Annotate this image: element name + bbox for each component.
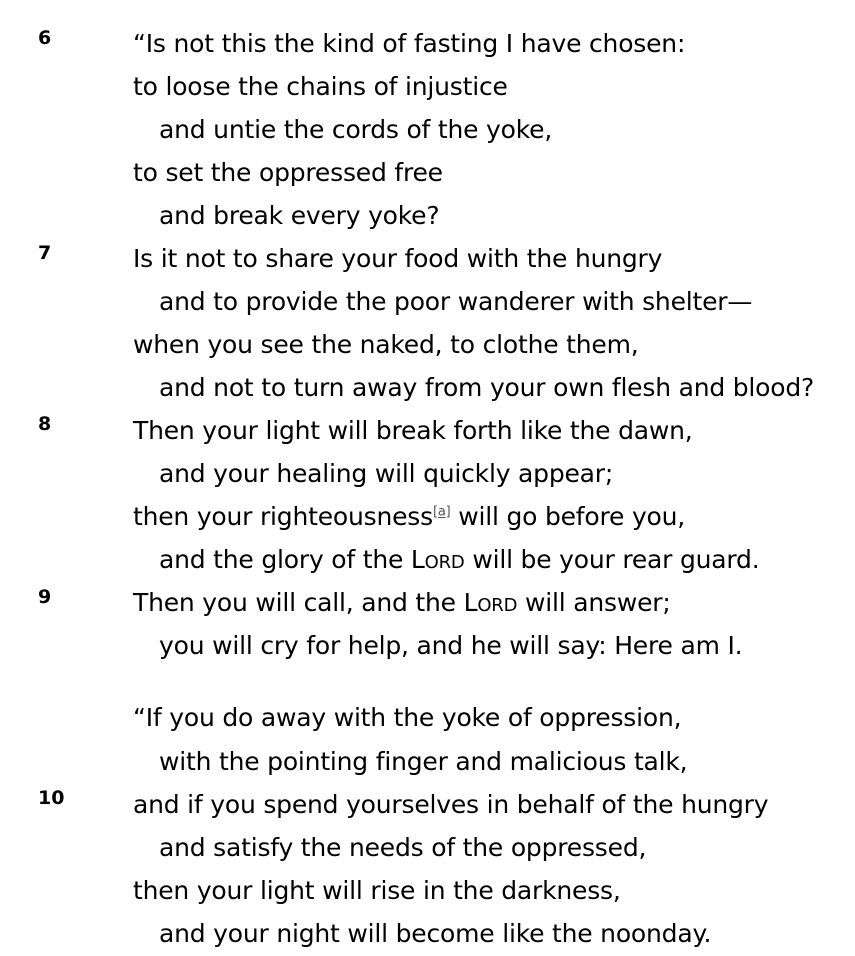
verse-text: Then you will call, and the (133, 588, 464, 617)
verse-line-indented: and your healing will quickly appear; (159, 459, 614, 488)
verse-line: and if you spend yourselves in behalf of the hungry (133, 790, 769, 819)
verse-line-with-footnote (133, 502, 685, 532)
verse-text: will answer; (517, 588, 671, 617)
divine-name: Lord (410, 545, 465, 574)
verse-line-indented: you will cry for help, and he will say: Here am I. (159, 631, 743, 660)
verse-text: then your righteousness (133, 502, 433, 531)
verse-line: then your light will rise in the darkness, (133, 876, 621, 905)
verse-line: to loose the chains of injustice (133, 72, 508, 101)
verse-line-indented: and not to turn away from your own flesh and blood? (159, 373, 815, 402)
verse-line: Is it not to share your food with the hungry (133, 244, 663, 273)
verse-line: “If you do away with the yoke of oppression, (133, 703, 682, 732)
verse-line: Then your light will break forth like the dawn, (133, 416, 693, 445)
verse-number-9: 9 (38, 586, 52, 608)
verse-line-indented: and break every yoke? (159, 201, 440, 230)
verse-line: when you see the naked, to clothe them, (133, 330, 639, 359)
verse-line: “Is not this the kind of fasting I have chosen: (133, 29, 686, 58)
verse-line-indented (159, 545, 759, 575)
verse-text: and the glory of the (159, 545, 411, 574)
verse-line-indented: and to provide the poor wanderer with shelter— (159, 287, 753, 316)
verse-line-indented: and your night will become like the noonday. (159, 919, 712, 948)
footnote-link[interactable]: [a] (432, 504, 451, 520)
divine-name: Lord (463, 588, 518, 617)
verse-line (133, 588, 671, 618)
verse-line-indented: and untie the cords of the yoke, (159, 115, 553, 144)
verse-line-indented: with the pointing finger and malicious talk, (159, 747, 688, 776)
verse-number-8: 8 (38, 413, 52, 435)
verse-number-10: 10 (38, 787, 65, 809)
verse-text: will be your rear guard. (464, 545, 760, 574)
verse-line: to set the oppressed free (133, 158, 443, 187)
verse-text: will go before you, (450, 502, 686, 531)
verse-number-7: 7 (38, 242, 52, 264)
verse-number-6: 6 (38, 27, 52, 49)
verse-line-indented: and satisfy the needs of the oppressed, (159, 833, 647, 862)
